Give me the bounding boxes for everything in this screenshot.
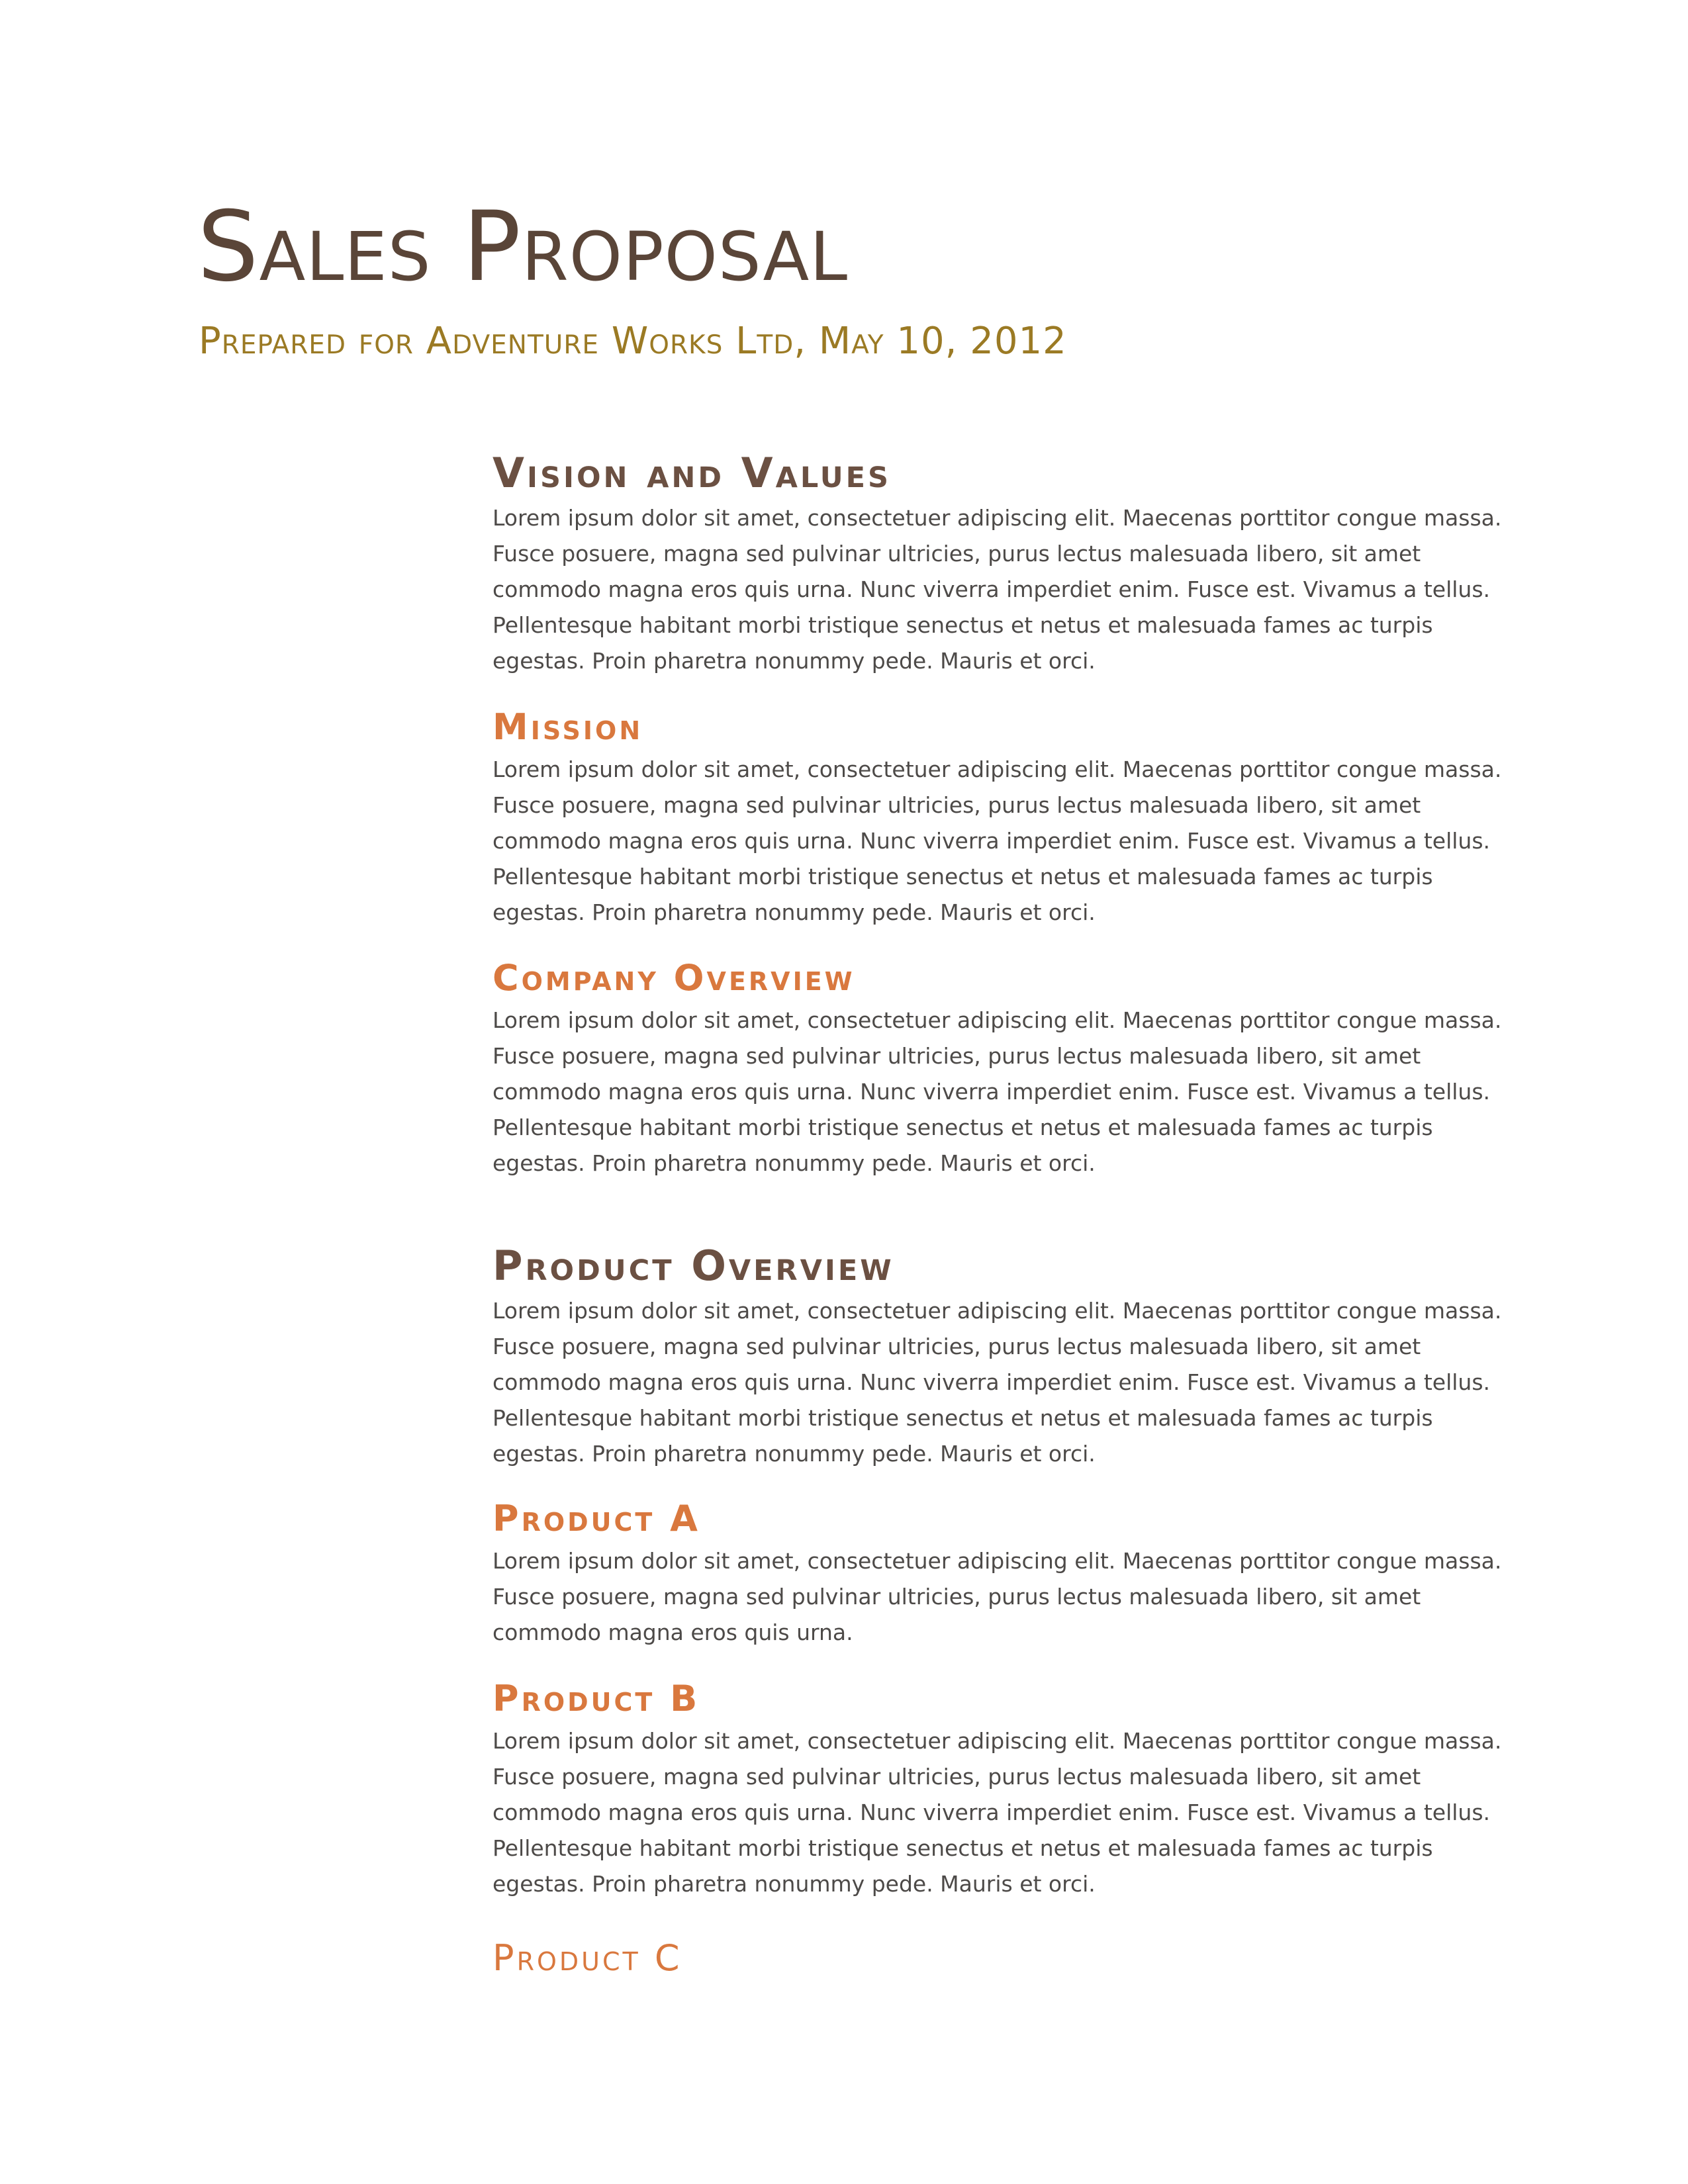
body-line: commodo magna eros quis urna. Nunc viverra imperdiet enim. Fusce est. Vivamus a tellus. [492, 1799, 1491, 1825]
body-line: Pellentesque habitant morbi tristique senectus et netus et malesuada fames ac turpis [492, 864, 1433, 889]
section-body [492, 500, 1525, 679]
body-line: Lorem ipsum dolor sit amet, consectetuer adipiscing elit. Maecenas porttitor congue massa. [492, 1548, 1502, 1574]
body-line: egestas. Proin pharetra nonummy pede. Mauris et orci. [492, 1871, 1096, 1897]
body-line: Lorem ipsum dolor sit amet, consectetuer adipiscing elit. Maecenas porttitor congue massa. [492, 1007, 1502, 1033]
subsection-heading: Mission [492, 706, 643, 748]
body-line: commodo magna eros quis urna. Nunc viverra imperdiet enim. Fusce est. Vivamus a tellus. [492, 1079, 1491, 1105]
document-title: Sales Proposal [197, 191, 849, 303]
subsection-heading: Product C [492, 1937, 682, 1979]
body-line: Fusce posuere, magna sed pulvinar ultricies, purus lectus malesuada libero, sit amet [492, 541, 1421, 567]
section-mission [492, 706, 1525, 931]
body-line: commodo magna eros quis urna. Nunc viverra imperdiet enim. Fusce est. Vivamus a tellus. [492, 828, 1491, 854]
section-heading: Product Overview [492, 1242, 894, 1290]
body-line: Pellentesque habitant morbi tristique senectus et netus et malesuada fames ac turpis [492, 1835, 1433, 1861]
section-heading: Vision and Values [492, 449, 892, 497]
subsection-heading: Product B [492, 1678, 700, 1719]
section-body [492, 1003, 1525, 1181]
section-product-c [492, 1937, 1525, 1979]
section-product-a [492, 1498, 1525, 1651]
body-line: egestas. Proin pharetra nonummy pede. Mauris et orci. [492, 1150, 1096, 1176]
body-line: commodo magna eros quis urna. Nunc viverra imperdiet enim. Fusce est. Vivamus a tellus. [492, 576, 1491, 602]
body-line: Lorem ipsum dolor sit amet, consectetuer adipiscing elit. Maecenas porttitor congue massa. [492, 1298, 1502, 1324]
body-line: Pellentesque habitant morbi tristique senectus et netus et malesuada fames ac turpis [492, 1115, 1433, 1140]
body-line: Pellentesque habitant morbi tristique senectus et netus et malesuada fames ac turpis [492, 1405, 1433, 1431]
body-line: Lorem ipsum dolor sit amet, consectetuer adipiscing elit. Maecenas porttitor congue massa. [492, 756, 1502, 782]
section-product-overview [492, 1242, 1525, 1472]
body-line: commodo magna eros quis urna. Nunc viverra imperdiet enim. Fusce est. Vivamus a tellus. [492, 1369, 1491, 1395]
section-product-b [492, 1678, 1525, 1902]
body-line: Fusce posuere, magna sed pulvinar ultricies, purus lectus malesuada libero, sit amet [492, 1584, 1421, 1610]
body-line: Lorem ipsum dolor sit amet, consectetuer adipiscing elit. Maecenas porttitor congue massa. [492, 1728, 1502, 1754]
body-line: Pellentesque habitant morbi tristique senectus et netus et malesuada fames ac turpis [492, 612, 1433, 638]
section-body [492, 1543, 1525, 1651]
body-line: Fusce posuere, magna sed pulvinar ultricies, purus lectus malesuada libero, sit amet [492, 1334, 1421, 1359]
subsection-heading: Company Overview [492, 957, 855, 999]
body-line: Fusce posuere, magna sed pulvinar ultricies, purus lectus malesuada libero, sit amet [492, 792, 1421, 818]
body-line: egestas. Proin pharetra nonummy pede. Mauris et orci. [492, 899, 1096, 925]
section-company-overview [492, 957, 1525, 1181]
document-subtitle: Prepared for Adventure Works Ltd, May 10, 2012 [199, 320, 1067, 363]
body-line: Lorem ipsum dolor sit amet, consectetuer adipiscing elit. Maecenas porttitor congue massa. [492, 505, 1502, 531]
body-line: egestas. Proin pharetra nonummy pede. Mauris et orci. [492, 1441, 1096, 1467]
body-line: commodo magna eros quis urna. [492, 1619, 853, 1645]
section-body [492, 1723, 1525, 1902]
body-line: Fusce posuere, magna sed pulvinar ultricies, purus lectus malesuada libero, sit amet [492, 1764, 1421, 1790]
body-line: egestas. Proin pharetra nonummy pede. Mauris et orci. [492, 648, 1096, 674]
section-body [492, 752, 1525, 931]
subsection-heading: Product A [492, 1498, 700, 1539]
section-body [492, 1293, 1525, 1472]
body-line: Fusce posuere, magna sed pulvinar ultricies, purus lectus malesuada libero, sit amet [492, 1043, 1421, 1069]
section-vision-and-values [492, 449, 1525, 679]
